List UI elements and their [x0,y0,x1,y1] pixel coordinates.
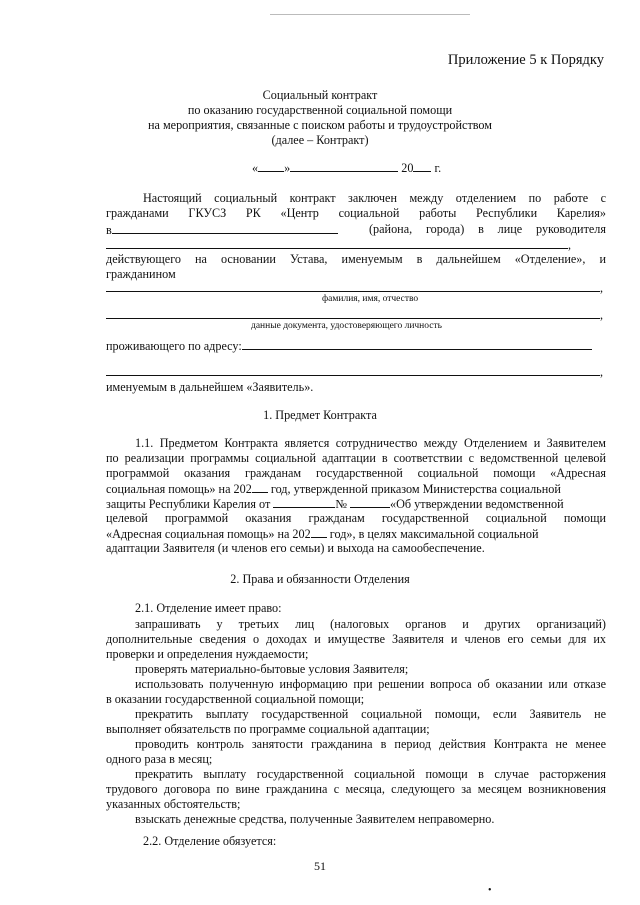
caption-document: данные документа, удостоверяющего личность [251,321,442,331]
preamble-line-2: гражданами ГКУСЗ РК «Центр социальной работы Республики Карелия» [106,206,606,220]
citizen-name-line: , [106,280,606,296]
department-blank[interactable] [112,222,338,234]
s2-r6-line-2: трудового договора по вине гражданина с месяца, следующего за месяцем возникновения [106,782,606,796]
s2-r6-line-3: указанных обстоятельств; [106,797,241,811]
s1-line-6: целевой программой оказания гражданам государственной социальной помощи [106,511,606,525]
s2-r6-line-1: прекратить выплату государственной социальной помощи в случае расторжения [135,767,606,781]
day-blank[interactable] [258,160,284,172]
s2-r4-line-1: прекратить выплату государственной социальной помощи, если Заявитель не [135,707,606,721]
year-blank-2[interactable] [252,481,268,493]
scan-edge-line [270,14,470,15]
title-line-1: Социальный контракт [262,88,378,102]
s2-r1-line-1: запрашивать у третьих лиц (налоговых органов и других организаций) [135,617,606,631]
citizen-name-blank[interactable] [106,280,600,292]
s2-r7: взыскать денежные средства, полученные Заявителем неправомерно. [135,812,495,826]
s2-r5-line-2: одного раза в месяц; [106,752,213,766]
title-line-4: (далее – Контракт) [271,133,369,147]
month-blank[interactable] [290,160,398,172]
address-line: проживающего по адресу: [106,338,606,354]
section-1-heading: 1. Предмет Контракта [263,408,377,422]
preamble-line-1: Настоящий социальный контракт заключен между отделением по работе с [143,191,606,205]
s2-r1-line-2: дополнительные сведения о доходах и имуществе Заявителя и членов его семьи для их [106,632,606,646]
scan-mark: • [488,885,492,896]
hereinafter-line: именуемым в дальнейшем «Заявитель». [106,380,314,394]
year-blank-3[interactable] [311,526,327,538]
s2-r3-line-1: использовать полученную информацию при решении вопроса об оказании или отказе [135,677,606,691]
s1-line-3: программой оказания гражданам государственной социальной помощи «Адресная [106,466,606,480]
date-line: « » 20 г. [252,161,442,175]
s2-r4-line-2: выполняет обязательств по программе социальной адаптации; [106,722,430,736]
s2-r3-line-2: в оказании государственной социальной помощи; [106,692,365,706]
citizen-document-line: , [106,307,606,323]
preamble-line-5: действующего на основании Устава, именуемым в дальнейшем «Отделение», и [106,252,606,266]
s1-line-2: по реализации программы социальной адаптации в соответствии с ведомственной целевой [106,451,606,465]
preamble-line-4: , [106,237,606,253]
page-number: 51 [314,859,326,873]
s1-line-7: «Адресная социальная помощь» на 202 год», в целях максимальной социальной [106,527,539,541]
title-line-3: на мероприятия, связанные с поиском работы и трудоустройством [147,118,493,132]
s2-r2: проверять материально-бытовые условия Заявителя; [135,662,409,676]
head-name-blank[interactable] [106,237,568,249]
s2-r5-line-1: проводить контроль занятости гражданина в период действия Контракта не менее [135,737,606,751]
order-number-blank[interactable] [350,496,390,508]
s2-sub-2: 2.2. Отделение обязуется: [143,834,277,848]
section-2-heading: 2. Права и обязанности Отделения [230,572,410,586]
order-date-blank[interactable] [273,496,335,508]
year-blank[interactable] [413,160,431,172]
s2-sub-1: 2.1. Отделение имеет право: [135,601,282,615]
caption-name: фамилия, имя, отчество [322,294,419,304]
s1-line-8: адаптации Заявителя (и членов его семьи) и выхода на самообеспечение. [106,541,485,555]
address-blank[interactable] [242,338,592,350]
appendix-label: Приложение 5 к Порядку [447,52,604,68]
address-blank-2[interactable] [106,364,600,376]
s1-line-5: защиты Республики Карелия от № «Об утверждении ведомственной [106,497,564,511]
title-line-2: по оказанию государственной социальной помощи [187,103,453,117]
s1-line-4: социальная помощь» на 202 год, утвержденной приказом Министерства социальной [106,482,561,496]
s2-r1-line-3: проверки и определения нуждаемости; [106,647,309,661]
citizen-document-blank[interactable] [106,307,600,319]
preamble-line-3: в (района, города) в лице руководителя [106,222,606,237]
preamble-line-6: гражданином [106,267,176,281]
address-line-2: , [106,364,606,380]
s1-line-1: 1.1. Предметом Контракта является сотрудничество между Отделением и Заявителем [135,436,606,450]
